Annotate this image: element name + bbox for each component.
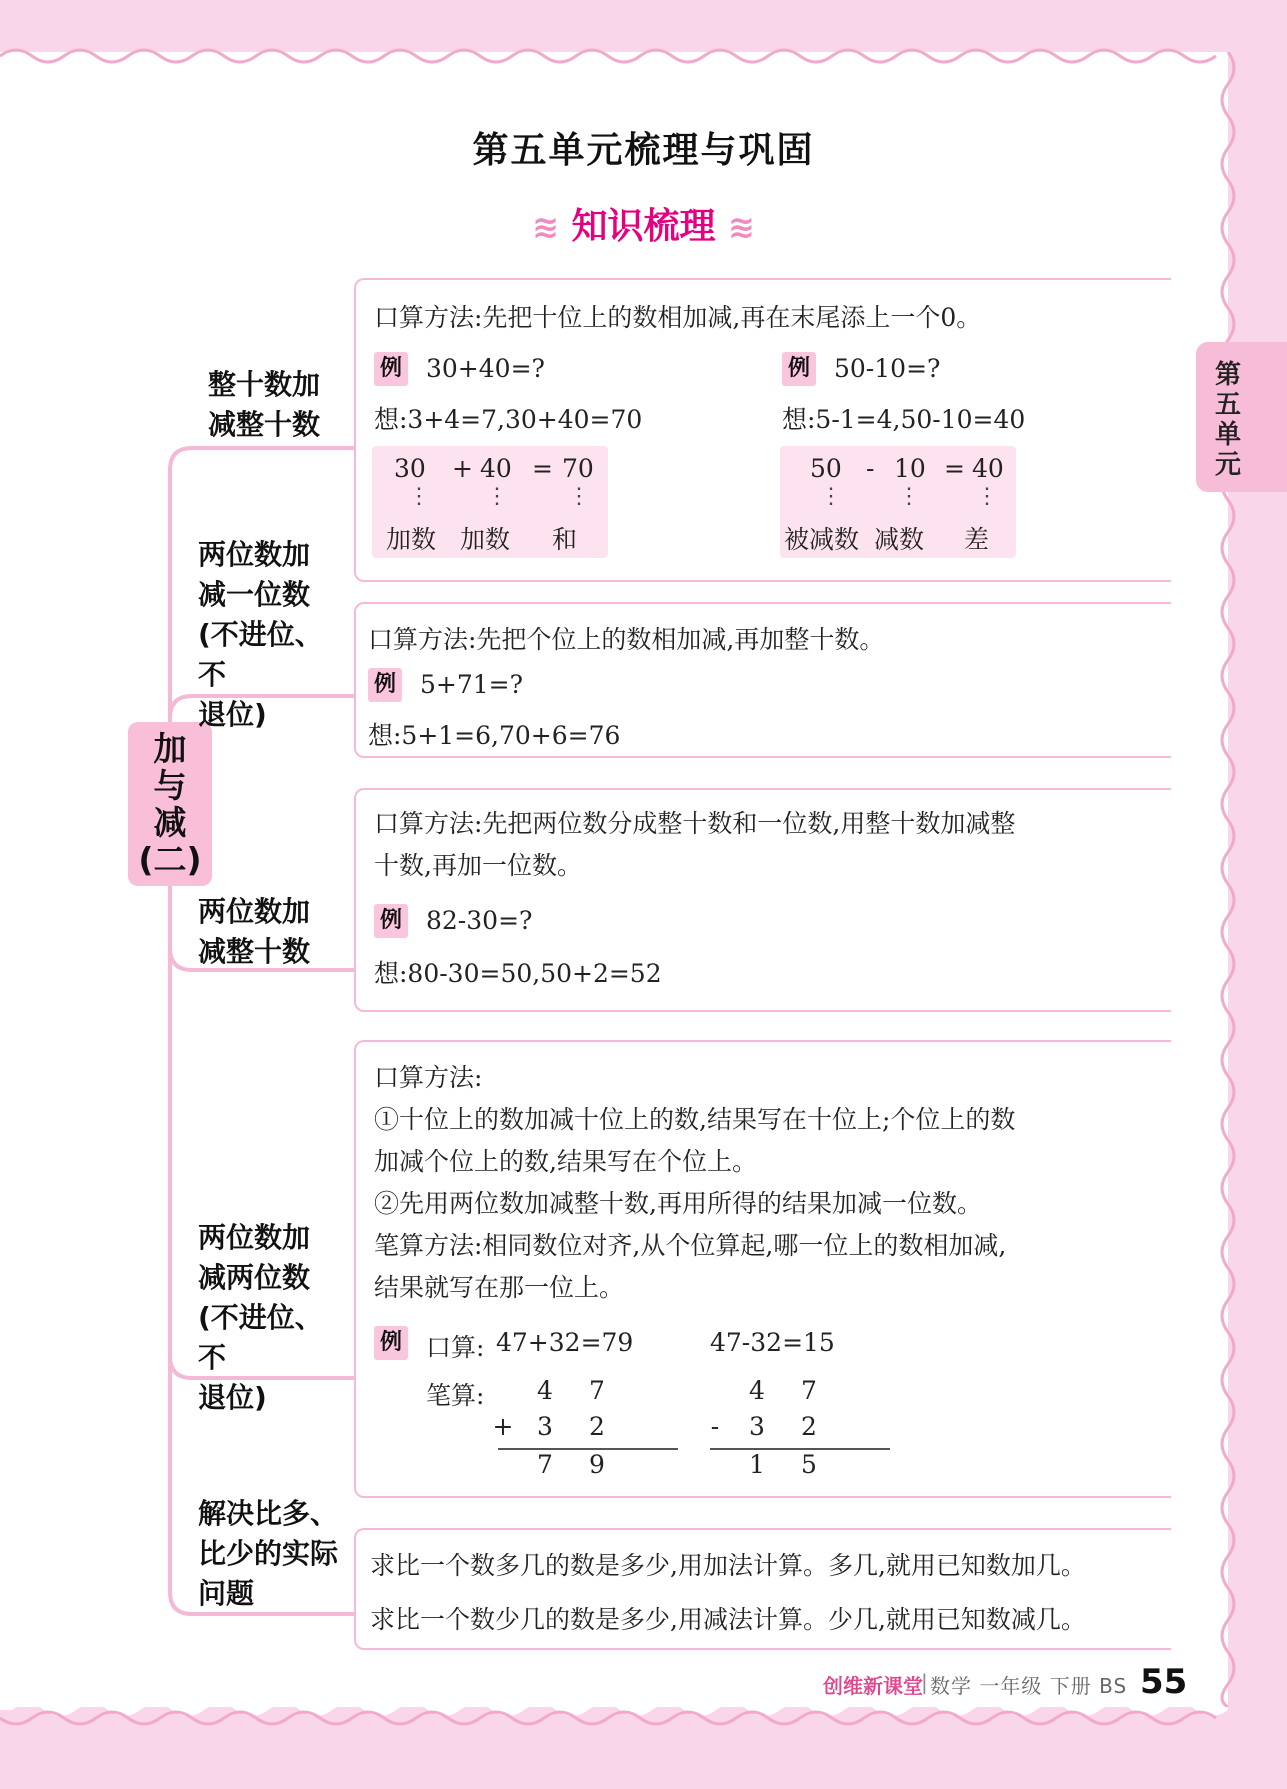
knowledge-box-5 [354, 1528, 1171, 1650]
digit: 3 [749, 1412, 765, 1441]
topic-label-5: 解决比多、 比少的实际 问题 [198, 1497, 339, 1610]
digit: 3 [537, 1412, 553, 1441]
written-label: 笔算: [426, 1381, 485, 1410]
operand: 30 [394, 454, 426, 483]
operator: - [710, 1412, 720, 1441]
example-tag: 例 [374, 352, 408, 386]
topic-label-3: 两位数加 减整十数 [198, 895, 311, 968]
result: 70 [562, 454, 594, 483]
think-text: 想:5+1=6,70+6=76 [368, 721, 621, 750]
operand: 10 [894, 454, 926, 483]
example-expression: 82-30=? [426, 906, 533, 935]
example-tag: 例 [782, 352, 816, 386]
digit: 7 [589, 1376, 605, 1405]
part-name: 减数 [874, 525, 925, 554]
example-tag: 例 [374, 904, 408, 938]
method-line: ①十位上的数加减十位上的数,结果写在十位上;个位上的数 [374, 1105, 1016, 1134]
topic-label-1: 整十数加 减整十数 [208, 368, 321, 441]
part-name: 被减数 [784, 525, 860, 554]
operator: + [492, 1412, 514, 1441]
dotted-connector: ⋮ [898, 484, 920, 509]
part-name: 加数 [386, 525, 437, 554]
method-text-line-1: 口算方法:先把两位数分成整十数和一位数,用整十数加减整 [374, 809, 1016, 838]
dotted-connector: ⋮ [408, 484, 430, 509]
example-tag: 例 [368, 668, 402, 702]
footer-brand: 创维新课堂 [823, 1674, 923, 1698]
oral-expression: 47-32=15 [710, 1328, 835, 1357]
method-text: 口算方法:先把十位上的数相加减,再在末尾添上一个0。 [374, 303, 982, 332]
example-expression: 30+40=? [426, 354, 545, 383]
think-text: 想:3+4=7,30+40=70 [374, 405, 643, 434]
dotted-connector: ⋮ [568, 484, 590, 509]
example-expression: 50-10=? [834, 354, 941, 383]
unit-side-tab-label: 第五单元 [1214, 360, 1241, 480]
method-line: ②先用两位数加减整十数,再用所得的结果加减一位数。 [374, 1189, 982, 1218]
digit: 4 [537, 1376, 553, 1405]
knowledge-box-1 [354, 278, 1171, 582]
page-title: 第五单元梳理与巩固 [472, 130, 815, 171]
addition-parts-diagram [372, 446, 608, 558]
page-number: 55 [1140, 1662, 1188, 1702]
think-text: 想:5-1=4,50-10=40 [782, 405, 1026, 434]
knowledge-box-4 [354, 1040, 1171, 1498]
digit: 2 [589, 1412, 605, 1441]
part-name: 加数 [460, 525, 511, 554]
operand: 40 [480, 454, 512, 483]
part-name: 差 [964, 525, 990, 554]
digit: 5 [801, 1450, 817, 1479]
method-text: 口算方法:先把个位上的数相加减,再加整十数。 [368, 625, 885, 654]
mindmap-root-node [128, 722, 212, 886]
dotted-connector: ⋮ [486, 484, 508, 509]
wave-ornament-right: ≋ [728, 208, 755, 246]
part-name: 和 [552, 525, 578, 554]
subtraction-parts-diagram [780, 446, 1016, 558]
example-tag: 例 [374, 1326, 408, 1360]
oral-expression: 47+32=79 [496, 1328, 634, 1357]
digit: 4 [749, 1376, 765, 1405]
operator: - [866, 454, 875, 483]
digit: 2 [801, 1412, 817, 1441]
example-expression: 5+71=? [420, 670, 524, 699]
topic-label-2: 两位数加 减一位数 (不进位、不 退位) [198, 538, 323, 731]
subtitle-text: 知识梳理 [571, 206, 716, 247]
digit: 7 [801, 1376, 817, 1405]
equals-sign: = [944, 454, 965, 483]
operator: + [452, 454, 473, 483]
knowledge-box-3 [354, 788, 1171, 1012]
root-label: 加 与 减 (二) [138, 729, 202, 879]
dotted-connector: ⋮ [976, 484, 998, 509]
wave-ornament-left: ≋ [532, 208, 559, 246]
think-text: 想:80-30=50,50+2=52 [374, 959, 662, 988]
method-line: 口算方法: [374, 1063, 483, 1092]
digit: 9 [589, 1450, 605, 1479]
operand: 50 [810, 454, 842, 483]
method-line: 笔算方法:相同数位对齐,从个位算起,哪一位上的数相加减, [374, 1231, 1007, 1260]
knowledge-box-2 [354, 602, 1171, 758]
digit: 7 [537, 1450, 553, 1479]
rule-line-1: 求比一个数多几的数是多少,用加法计算。多几,就用已知数加几。 [370, 1551, 1086, 1580]
method-line: 结果就写在那一位上。 [374, 1273, 625, 1302]
footer-separator: | [921, 1670, 928, 1694]
result: 40 [972, 454, 1004, 483]
oral-label: 口算: [426, 1333, 485, 1362]
dotted-connector: ⋮ [820, 484, 842, 509]
topic-label-4: 两位数加 减两位数 (不进位、不 退位) [198, 1221, 323, 1414]
method-line: 加减个位上的数,结果写在个位上。 [374, 1147, 757, 1176]
footer-book-info: 数学 一年级 下册 BS [930, 1674, 1128, 1698]
digit: 1 [749, 1450, 765, 1479]
rule-line-2: 求比一个数少几的数是多少,用减法计算。少几,就用已知数减几。 [370, 1605, 1086, 1634]
method-text-line-2: 十数,再加一位数。 [374, 851, 582, 880]
equals-sign: = [532, 454, 553, 483]
